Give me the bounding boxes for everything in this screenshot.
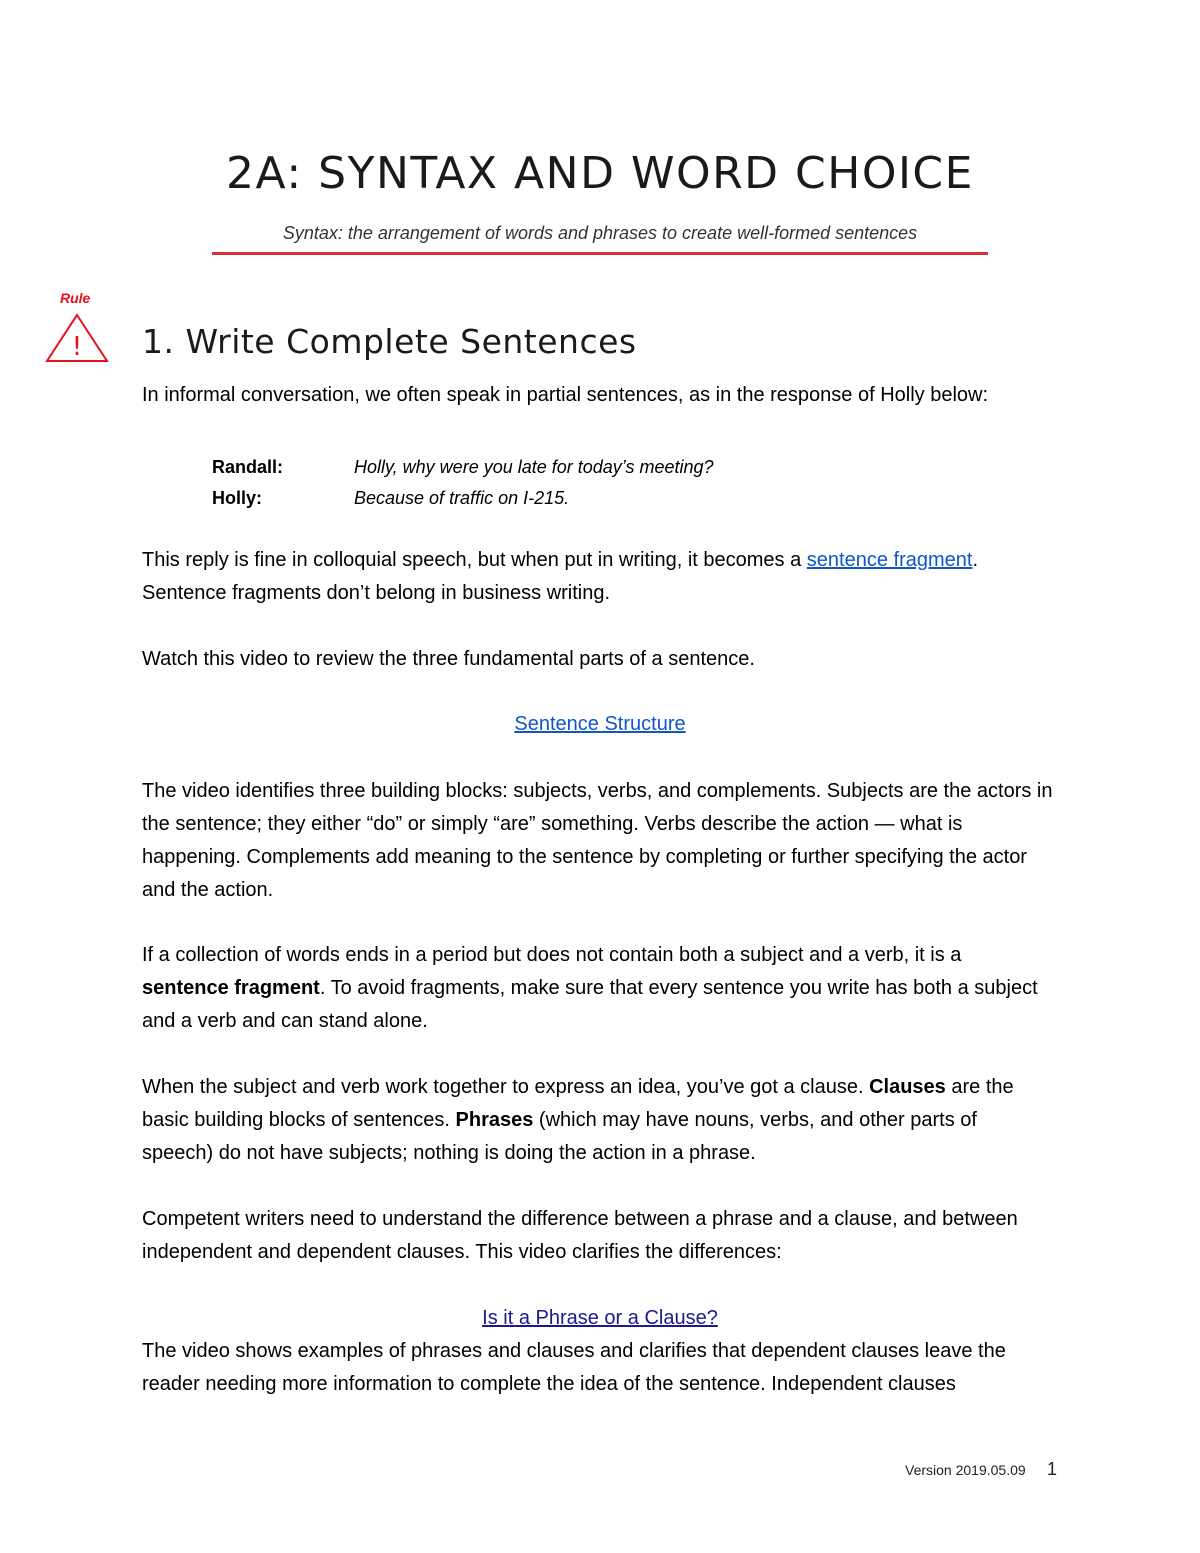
- fragment-text-end: .: [972, 549, 979, 571]
- competent-paragraph: Competent writers need to understand the difference between a phrase and a clause, and between independent and dependent clauses. This video clarifies the differences:: [142, 1208, 1018, 1263]
- phrase-clause-link-row: [0, 1302, 1200, 1335]
- phrase-or-clause-link[interactable]: Is it a Phrase or a Clause?: [482, 1307, 718, 1329]
- sentence-fragment-link[interactable]: sentence fragment: [806, 549, 973, 571]
- definition-paragraph: [142, 939, 1042, 1038]
- fragment-paragraph: [142, 544, 1062, 610]
- fragment-text: This reply is fine in colloquial speech, but when put in writing, it becomes a: [142, 549, 807, 571]
- dialogue-block: [212, 452, 714, 514]
- section-heading: 1. Write Complete Sentences: [142, 322, 637, 361]
- clause-paragraph: [142, 1071, 1047, 1170]
- dialogue-speaker: Holly:: [212, 488, 263, 508]
- sentence-structure-link[interactable]: Sentence Structure: [514, 713, 686, 735]
- definition-text: If a collection of words ends in a period but does not contain both a subject and a verb, it is a: [142, 944, 962, 966]
- examples-paragraph: The video shows examples of phrases and clauses and clarifies that dependent clauses leave the reader needing more information to complete the idea of the sentence. Independent clauses: [142, 1340, 1006, 1395]
- building-blocks-paragraph: The video identifies three building blocks: subjects, verbs, and complements. Subjects are the actors in the sentence; they either “do” or simply “are” something. Verbs describe the action — what is happening. Complements add meaning to the sentence by completing or further specifying the actor and the action.: [142, 780, 1053, 901]
- footer-version: Version 2019.05.09: [905, 1462, 1026, 1478]
- clause-text: (which may have nouns, verbs, and other parts of speech) do not have subjects; nothing is doing the action in a phrase.: [142, 1109, 977, 1164]
- warning-triangle-icon: [44, 312, 110, 364]
- dialogue-speaker: Randall:: [212, 457, 284, 477]
- page-number: 1: [1047, 1459, 1058, 1479]
- sentence-structure-link-row: [0, 708, 1200, 741]
- phrases-term: Phrases: [455, 1109, 534, 1131]
- document-subtitle: Syntax: the arrangement of words and phrases to create well-formed sentences: [282, 223, 918, 243]
- dialogue-line: Because of traffic on I-215.: [354, 488, 570, 508]
- dialogue-line: Holly, why were you late for today’s meeting?: [354, 457, 714, 477]
- document-title: 2A: SYNTAX AND WORD CHOICE: [226, 148, 974, 199]
- dialogue-row: [212, 452, 714, 483]
- dialogue-row: [212, 483, 714, 514]
- fragment-line2: Sentence fragments don’t belong in business writing.: [142, 582, 611, 604]
- clause-text: are the basic building blocks of sentences.: [142, 1076, 1014, 1131]
- clause-text: When the subject and verb work together to express an idea, you’ve got a clause.: [142, 1076, 870, 1098]
- intro-paragraph: In informal conversation, we often speak in partial sentences, as in the response of Holly below:: [142, 384, 989, 406]
- clauses-term: Clauses: [869, 1076, 946, 1098]
- watch-paragraph: Watch this video to review the three fundamental parts of a sentence.: [142, 648, 755, 670]
- title-underline: [212, 252, 988, 255]
- definition-text-end: . To avoid fragments, make sure that every sentence you write has both a subject and a verb and can stand alone.: [142, 977, 1038, 1032]
- definition-term: sentence fragment: [142, 977, 320, 999]
- rule-label: Rule: [60, 290, 91, 306]
- warning-mark: !: [71, 332, 83, 362]
